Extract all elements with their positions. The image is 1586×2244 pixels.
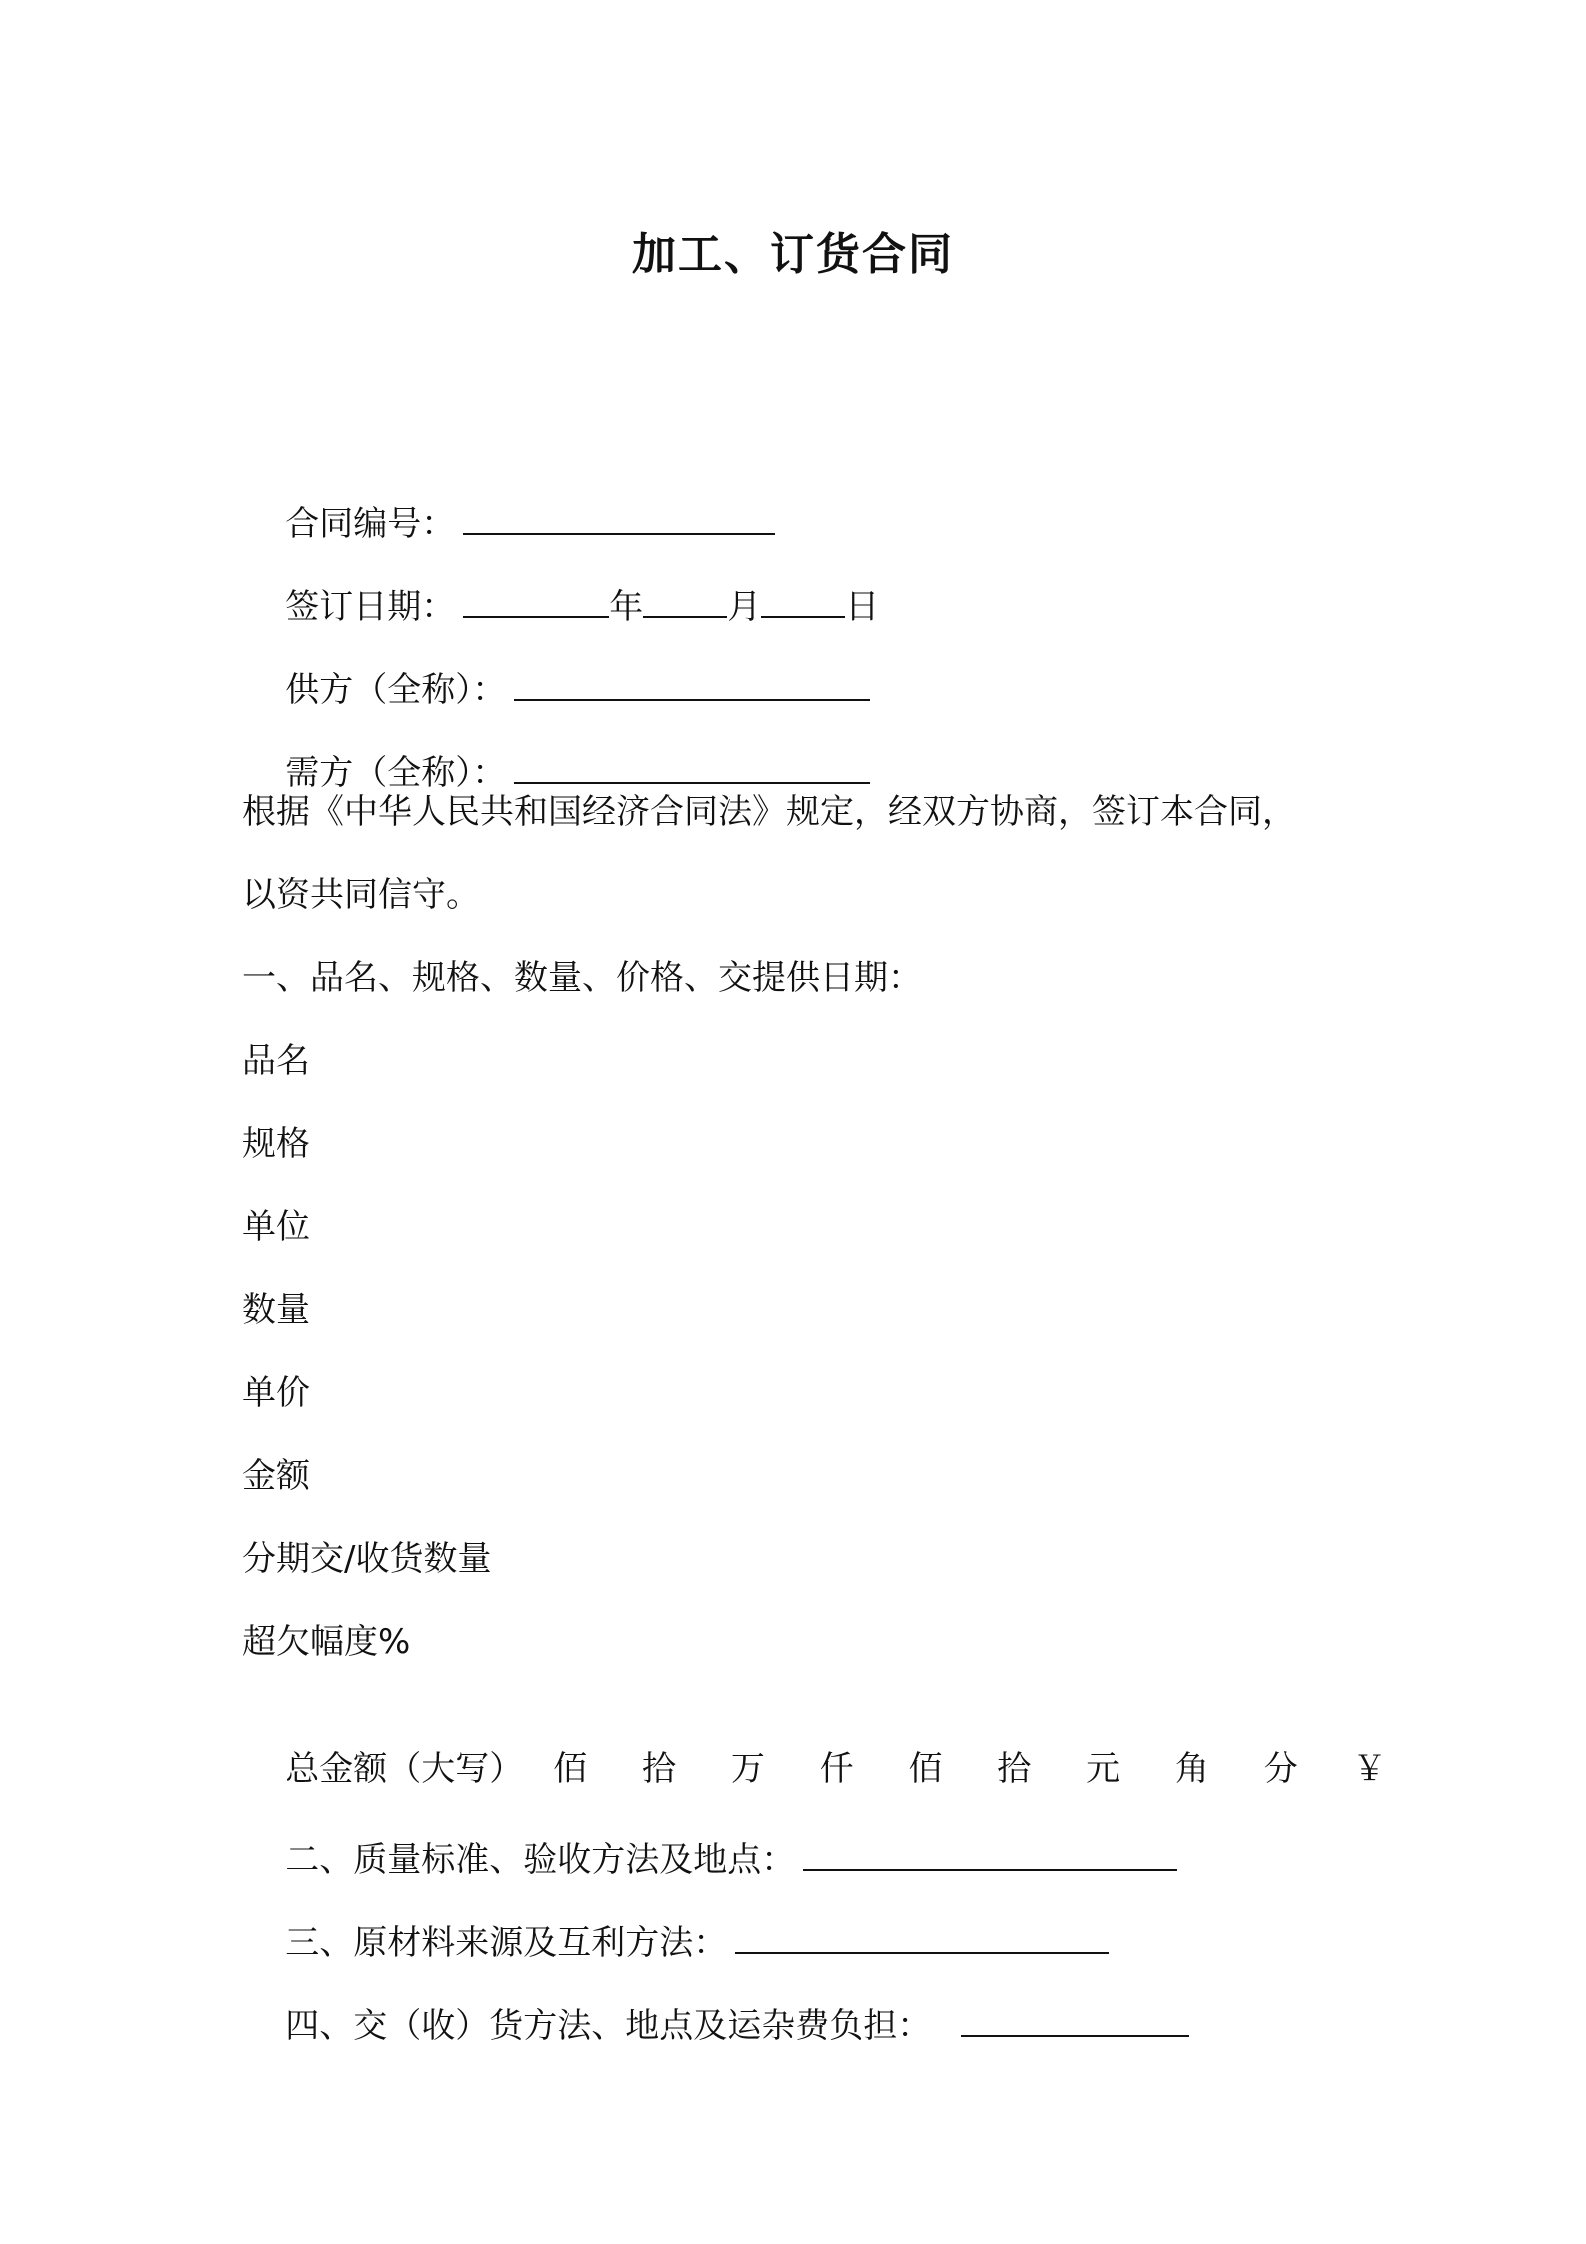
sign-date-label: 签订日期：: [285, 587, 456, 627]
supplier-label: 供方（全称）：: [285, 670, 507, 710]
section-1-heading: 一、品名、规格、数量、价格、交提供日期：: [242, 958, 922, 998]
section-3-label: 三、原材料来源及互利方法：: [285, 1923, 728, 1963]
sign-date-day-blank[interactable]: [761, 586, 845, 618]
page-title: 加工、订货合同: [632, 229, 954, 280]
section-4-row: [242, 1960, 1189, 2092]
item-tolerance: 超欠幅度%: [242, 1622, 411, 1662]
section-4-label: 四、交（收）货方法、地点及运杂费负担：: [285, 2006, 932, 2046]
section-2-blank[interactable]: [803, 1839, 1177, 1871]
preamble-line-2: 以资共同信守。: [242, 875, 480, 915]
item-unit-price: 单价: [242, 1373, 310, 1413]
sign-date-day-label: 日: [845, 587, 880, 627]
buyer-blank[interactable]: [514, 752, 870, 784]
section-3-blank[interactable]: [735, 1922, 1109, 1954]
item-unit: 单位: [242, 1207, 310, 1247]
item-amount: 金额: [242, 1456, 310, 1496]
contract-number-label: 合同编号：: [285, 504, 456, 544]
sign-date-month-label: 月: [727, 587, 762, 627]
section-4-blank[interactable]: [961, 2005, 1189, 2037]
sign-date-year-blank[interactable]: [463, 586, 609, 618]
preamble-line-1: 根据《中华人民共和国经济合同法》规定，经双方协商，签订本合同，: [242, 792, 1296, 832]
buyer-label: 需方（全称）：: [285, 753, 507, 793]
supplier-blank[interactable]: [514, 669, 870, 701]
section-2-label: 二、质量标准、验收方法及地点：: [285, 1840, 796, 1880]
item-quantity: 数量: [242, 1290, 310, 1330]
item-specification: 规格: [242, 1124, 310, 1164]
total-amount-label: 总金额（大写）: [285, 1749, 524, 1789]
total-amount-units: 佰 拾 万 仟 佰 拾 元 角 分 ￥: [553, 1749, 1409, 1789]
contract-number-blank[interactable]: [463, 503, 775, 535]
item-product-name: 品名: [242, 1041, 310, 1081]
item-installment-quantity: 分期交/收货数量: [242, 1539, 492, 1579]
sign-date-month-blank[interactable]: [643, 586, 727, 618]
sign-date-year-label: 年: [609, 587, 644, 627]
